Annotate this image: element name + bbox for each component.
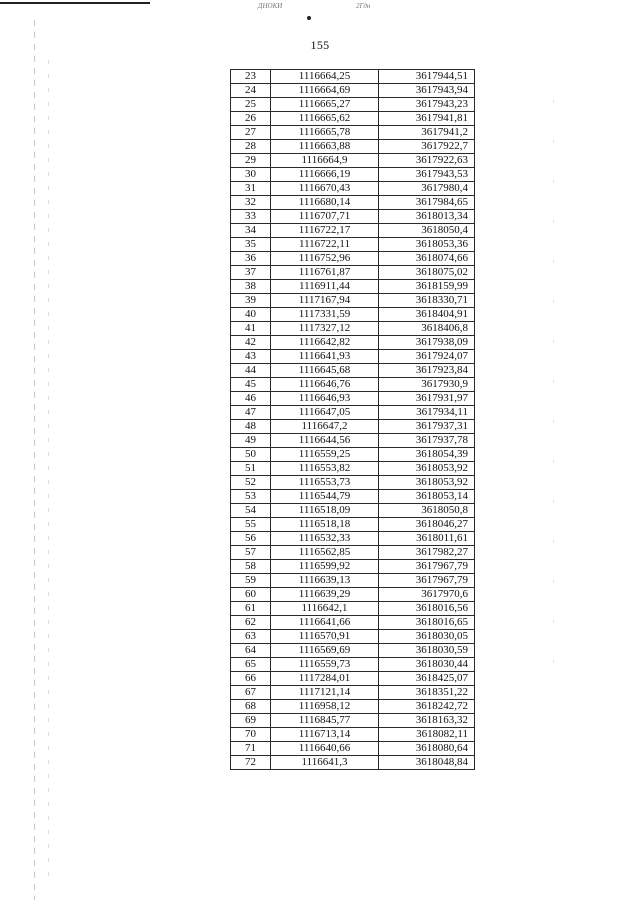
x-coordinate-cell: 1117284,01 [271, 672, 379, 686]
table-row [231, 406, 475, 420]
x-coordinate-cell: 1116665,78 [271, 126, 379, 140]
table-row [231, 252, 475, 266]
table-row [231, 238, 475, 252]
point-number-cell: 71 [231, 742, 271, 756]
table-row [231, 504, 475, 518]
point-number-cell: 67 [231, 686, 271, 700]
table-row [231, 462, 475, 476]
x-coordinate-cell: 1117331,59 [271, 308, 379, 322]
table-row [231, 266, 475, 280]
x-coordinate-cell: 1116559,25 [271, 448, 379, 462]
x-coordinate-cell: 1116518,18 [271, 518, 379, 532]
table-row [231, 378, 475, 392]
point-number-cell: 54 [231, 504, 271, 518]
y-coordinate-cell: 3618406,8 [379, 322, 475, 336]
x-coordinate-cell: 1116544,79 [271, 490, 379, 504]
table-row [231, 70, 475, 84]
table-row [231, 532, 475, 546]
y-coordinate-cell: 3617967,79 [379, 560, 475, 574]
x-coordinate-cell: 1116553,73 [271, 476, 379, 490]
table-row [231, 112, 475, 126]
x-coordinate-cell: 1116639,13 [271, 574, 379, 588]
table-row [231, 434, 475, 448]
y-coordinate-cell: 3617934,11 [379, 406, 475, 420]
y-coordinate-cell: 3618159,99 [379, 280, 475, 294]
x-coordinate-cell: 1116752,96 [271, 252, 379, 266]
x-coordinate-cell: 1116642,1 [271, 602, 379, 616]
point-number-cell: 65 [231, 658, 271, 672]
y-coordinate-cell: 3618404,91 [379, 308, 475, 322]
y-coordinate-cell: 3618053,92 [379, 476, 475, 490]
table-row [231, 574, 475, 588]
y-coordinate-cell: 3617941,81 [379, 112, 475, 126]
y-coordinate-cell: 3618242,72 [379, 700, 475, 714]
table-row [231, 84, 475, 98]
y-coordinate-cell: 3617982,27 [379, 546, 475, 560]
x-coordinate-cell: 1117121,14 [271, 686, 379, 700]
y-coordinate-cell: 3617967,79 [379, 574, 475, 588]
point-number-cell: 44 [231, 364, 271, 378]
x-coordinate-cell: 1116713,14 [271, 728, 379, 742]
y-coordinate-cell: 3618016,65 [379, 616, 475, 630]
point-number-cell: 24 [231, 84, 271, 98]
x-coordinate-cell: 1116665,27 [271, 98, 379, 112]
x-coordinate-cell: 1116761,87 [271, 266, 379, 280]
x-coordinate-cell: 1116553,82 [271, 462, 379, 476]
x-coordinate-cell: 1116664,69 [271, 84, 379, 98]
x-coordinate-cell: 1116722,17 [271, 224, 379, 238]
x-coordinate-cell: 1116570,91 [271, 630, 379, 644]
point-number-cell: 31 [231, 182, 271, 196]
table-row [231, 672, 475, 686]
y-coordinate-cell: 3617937,78 [379, 434, 475, 448]
table-row [231, 392, 475, 406]
table-row [231, 686, 475, 700]
point-number-cell: 48 [231, 420, 271, 434]
x-coordinate-cell: 1116645,68 [271, 364, 379, 378]
x-coordinate-cell: 1116532,33 [271, 532, 379, 546]
y-coordinate-cell: 3618082,11 [379, 728, 475, 742]
x-coordinate-cell: 1116664,9 [271, 154, 379, 168]
point-number-cell: 34 [231, 224, 271, 238]
table-row [231, 126, 475, 140]
point-number-cell: 39 [231, 294, 271, 308]
table-row [231, 616, 475, 630]
y-coordinate-cell: 3618053,36 [379, 238, 475, 252]
table-row [231, 168, 475, 182]
table-row [231, 336, 475, 350]
table-row [231, 714, 475, 728]
x-coordinate-cell: 1116664,25 [271, 70, 379, 84]
point-number-cell: 53 [231, 490, 271, 504]
point-number-cell: 42 [231, 336, 271, 350]
x-coordinate-cell: 1116707,71 [271, 210, 379, 224]
table-row [231, 154, 475, 168]
x-coordinate-cell: 1117327,12 [271, 322, 379, 336]
y-coordinate-cell: 3617943,94 [379, 84, 475, 98]
point-number-cell: 28 [231, 140, 271, 154]
y-coordinate-cell: 3618054,39 [379, 448, 475, 462]
x-coordinate-cell: 1116641,93 [271, 350, 379, 364]
coordinates-table [230, 69, 475, 770]
x-coordinate-cell: 1116665,62 [271, 112, 379, 126]
table-row [231, 490, 475, 504]
table-row [231, 140, 475, 154]
x-coordinate-cell: 1116639,29 [271, 588, 379, 602]
y-coordinate-cell: 3617970,6 [379, 588, 475, 602]
point-number-cell: 30 [231, 168, 271, 182]
point-number-cell: 60 [231, 588, 271, 602]
y-coordinate-cell: 3617943,53 [379, 168, 475, 182]
scan-margin-mark [48, 60, 49, 880]
x-coordinate-cell: 1116641,3 [271, 756, 379, 770]
y-coordinate-cell: 3618011,61 [379, 532, 475, 546]
table-row [231, 518, 475, 532]
y-coordinate-cell: 3617922,7 [379, 140, 475, 154]
point-number-cell: 50 [231, 448, 271, 462]
y-coordinate-cell: 3618030,44 [379, 658, 475, 672]
x-coordinate-cell: 1116642,82 [271, 336, 379, 350]
x-coordinate-cell: 1116559,73 [271, 658, 379, 672]
point-number-cell: 70 [231, 728, 271, 742]
table-row [231, 196, 475, 210]
x-coordinate-cell: 1116680,14 [271, 196, 379, 210]
scan-margin-mark [553, 100, 554, 700]
point-number-cell: 40 [231, 308, 271, 322]
y-coordinate-cell: 3618351,22 [379, 686, 475, 700]
table-row [231, 602, 475, 616]
y-coordinate-cell: 3617980,4 [379, 182, 475, 196]
y-coordinate-cell: 3618046,27 [379, 518, 475, 532]
header-stamp-right: 2Гдн [356, 2, 371, 10]
x-coordinate-cell: 1116562,85 [271, 546, 379, 560]
y-coordinate-cell: 3617938,09 [379, 336, 475, 350]
x-coordinate-cell: 1116958,12 [271, 700, 379, 714]
point-number-cell: 27 [231, 126, 271, 140]
x-coordinate-cell: 1116641,66 [271, 616, 379, 630]
point-number-cell: 23 [231, 70, 271, 84]
table-row [231, 350, 475, 364]
x-coordinate-cell: 1116845,77 [271, 714, 379, 728]
point-number-cell: 61 [231, 602, 271, 616]
table-row [231, 98, 475, 112]
point-number-cell: 58 [231, 560, 271, 574]
table-row [231, 630, 475, 644]
x-coordinate-cell: 1116647,05 [271, 406, 379, 420]
point-number-cell: 47 [231, 406, 271, 420]
y-coordinate-cell: 3618053,14 [379, 490, 475, 504]
point-number-cell: 49 [231, 434, 271, 448]
scan-rule-top [0, 2, 150, 4]
table-row [231, 644, 475, 658]
y-coordinate-cell: 3618075,02 [379, 266, 475, 280]
y-coordinate-cell: 3618053,92 [379, 462, 475, 476]
point-number-cell: 43 [231, 350, 271, 364]
y-coordinate-cell: 3617931,97 [379, 392, 475, 406]
table-row [231, 476, 475, 490]
x-coordinate-cell: 1116599,92 [271, 560, 379, 574]
y-coordinate-cell: 3618080,64 [379, 742, 475, 756]
y-coordinate-cell: 3618013,34 [379, 210, 475, 224]
point-number-cell: 33 [231, 210, 271, 224]
y-coordinate-cell: 3618074,66 [379, 252, 475, 266]
table-row [231, 700, 475, 714]
scan-margin-mark [34, 20, 35, 900]
y-coordinate-cell: 3618050,4 [379, 224, 475, 238]
y-coordinate-cell: 3617924,07 [379, 350, 475, 364]
x-coordinate-cell: 1116911,44 [271, 280, 379, 294]
point-number-cell: 41 [231, 322, 271, 336]
y-coordinate-cell: 3617984,65 [379, 196, 475, 210]
table-row [231, 364, 475, 378]
point-number-cell: 32 [231, 196, 271, 210]
table-row [231, 448, 475, 462]
y-coordinate-cell: 3618048,84 [379, 756, 475, 770]
point-number-cell: 51 [231, 462, 271, 476]
table-row [231, 420, 475, 434]
point-number-cell: 68 [231, 700, 271, 714]
y-coordinate-cell: 3618163,32 [379, 714, 475, 728]
point-number-cell: 52 [231, 476, 271, 490]
y-coordinate-cell: 3617941,2 [379, 126, 475, 140]
table-row [231, 658, 475, 672]
y-coordinate-cell: 3618030,05 [379, 630, 475, 644]
table-row [231, 294, 475, 308]
y-coordinate-cell: 3618425,07 [379, 672, 475, 686]
x-coordinate-cell: 1116647,2 [271, 420, 379, 434]
y-coordinate-cell: 3618016,56 [379, 602, 475, 616]
x-coordinate-cell: 1116644,56 [271, 434, 379, 448]
table-row [231, 742, 475, 756]
ink-dot [307, 16, 311, 20]
table-row [231, 560, 475, 574]
point-number-cell: 64 [231, 644, 271, 658]
x-coordinate-cell: 1117167,94 [271, 294, 379, 308]
y-coordinate-cell: 3618050,8 [379, 504, 475, 518]
table-row [231, 728, 475, 742]
point-number-cell: 69 [231, 714, 271, 728]
point-number-cell: 45 [231, 378, 271, 392]
x-coordinate-cell: 1116663,88 [271, 140, 379, 154]
point-number-cell: 35 [231, 238, 271, 252]
x-coordinate-cell: 1116722,11 [271, 238, 379, 252]
point-number-cell: 63 [231, 630, 271, 644]
x-coordinate-cell: 1116646,93 [271, 392, 379, 406]
y-coordinate-cell: 3618030,59 [379, 644, 475, 658]
table-row [231, 182, 475, 196]
point-number-cell: 25 [231, 98, 271, 112]
x-coordinate-cell: 1116640,66 [271, 742, 379, 756]
point-number-cell: 29 [231, 154, 271, 168]
point-number-cell: 37 [231, 266, 271, 280]
y-coordinate-cell: 3617943,23 [379, 98, 475, 112]
point-number-cell: 62 [231, 616, 271, 630]
page-number: 155 [310, 38, 330, 52]
point-number-cell: 38 [231, 280, 271, 294]
point-number-cell: 46 [231, 392, 271, 406]
table-row [231, 546, 475, 560]
y-coordinate-cell: 3617937,31 [379, 420, 475, 434]
point-number-cell: 57 [231, 546, 271, 560]
table-row [231, 588, 475, 602]
y-coordinate-cell: 3617930,9 [379, 378, 475, 392]
point-number-cell: 36 [231, 252, 271, 266]
table-row [231, 756, 475, 770]
point-number-cell: 59 [231, 574, 271, 588]
x-coordinate-cell: 1116569,69 [271, 644, 379, 658]
x-coordinate-cell: 1116646,76 [271, 378, 379, 392]
point-number-cell: 66 [231, 672, 271, 686]
point-number-cell: 55 [231, 518, 271, 532]
y-coordinate-cell: 3617922,63 [379, 154, 475, 168]
point-number-cell: 56 [231, 532, 271, 546]
y-coordinate-cell: 3617944,51 [379, 70, 475, 84]
point-number-cell: 26 [231, 112, 271, 126]
x-coordinate-cell: 1116670,43 [271, 182, 379, 196]
table-row [231, 224, 475, 238]
x-coordinate-cell: 1116666,19 [271, 168, 379, 182]
table-row [231, 322, 475, 336]
y-coordinate-cell: 3617923,84 [379, 364, 475, 378]
coordinates-table-body [231, 70, 475, 770]
table-row [231, 308, 475, 322]
x-coordinate-cell: 1116518,09 [271, 504, 379, 518]
y-coordinate-cell: 3618330,71 [379, 294, 475, 308]
table-row [231, 280, 475, 294]
table-row [231, 210, 475, 224]
point-number-cell: 72 [231, 756, 271, 770]
header-stamp-left: ДНОКИ [258, 2, 283, 10]
